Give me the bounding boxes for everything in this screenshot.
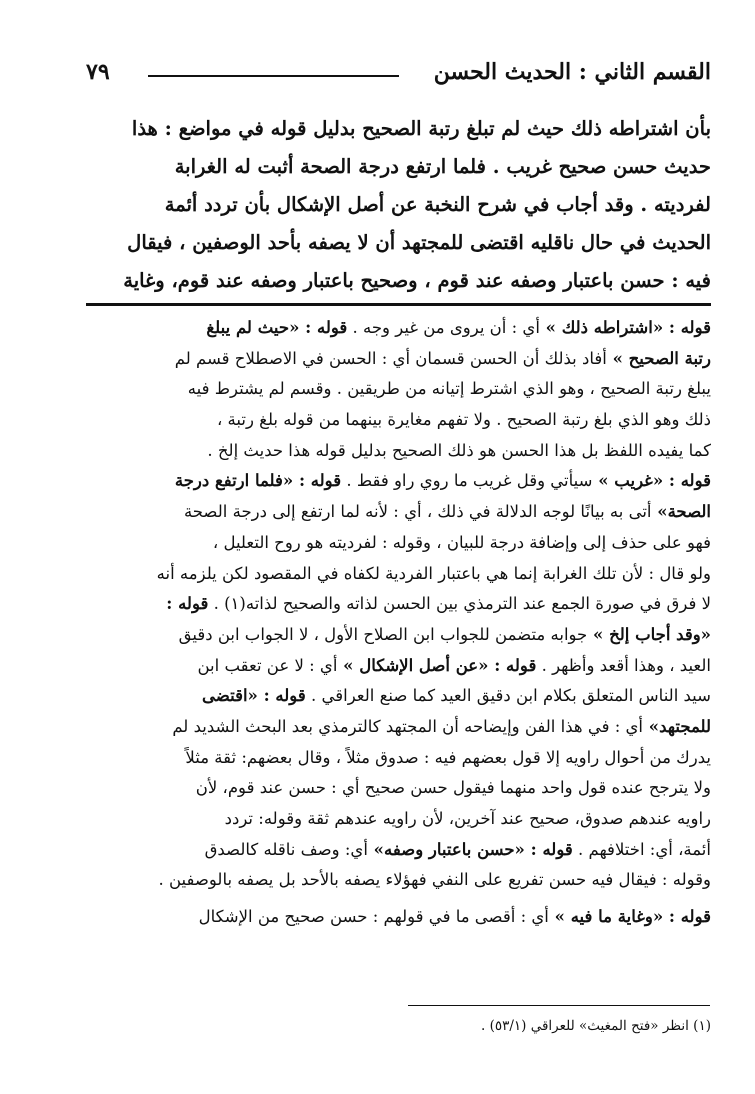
commentary-keyword: قوله : «حسن باعتبار وصفه»	[367, 839, 573, 859]
header-rule	[148, 75, 399, 77]
commentary-text: جوابه متضمن للجواب ابن الصلاح الأول ، لا الجواب ابن دقيق	[178, 624, 588, 644]
commentary-keyword: قوله : «عن أصل الإشكال »	[337, 655, 537, 675]
commentary-keyword: قوله : «اقتضى	[202, 686, 306, 706]
commentary-line	[86, 466, 711, 497]
commentary-line	[86, 773, 711, 804]
commentary-keyword: قوله : «وغاية ما فيه »	[548, 907, 711, 927]
commentary-keyword: قوله : «اشتراطه ذلك »	[539, 318, 711, 337]
commentary-text: أفاد بذلك أن الحسن قسمان أي : الحسن في الاصطلاح قسم لم	[174, 348, 607, 368]
commentary-text: ولا يترجح عنده قول واحد منهما فيقول حسن صحيح أي : حسن عند قوم، لأن	[195, 778, 711, 798]
commentary-line	[86, 528, 711, 559]
commentary-keyword: قوله :	[166, 594, 209, 614]
commentary-text: أي: وصف ناقله كالصدق	[204, 839, 368, 859]
main-text-line: لفرديته . وقد أجاب في شرح النخبة عن أصل الإشكال بأن تردد أئمة	[164, 193, 711, 216]
commentary-line	[86, 743, 711, 774]
commentary-text: راويه عندهم صدوق، صحيح عند آخرين، لأن راويه عندهم ثقة وقوله: تردد	[224, 809, 711, 828]
commentary-text: لا فرق في صورة الجمع عند الترمذي بين الحسن لذاته والصحيح لذاته(١) .	[208, 594, 711, 614]
section-separator	[86, 303, 711, 306]
commentary-text: أتى به بيانًا لوجه الدلالة في ذلك ، أي : لأنه لما ارتفع إلى درجة الصحة	[183, 502, 652, 522]
commentary-line	[86, 313, 711, 344]
commentary-text: أي : أقصى ما في قولهم : حسن صحيح من الإشكال	[198, 907, 549, 927]
commentary-line	[86, 804, 711, 835]
commentary-line	[86, 651, 711, 682]
commentary-line	[86, 405, 711, 436]
commentary-line	[86, 559, 711, 590]
commentary-text: أي : في هذا الفن وإيضاحه أن المجتهد كالترمذي بعد البحث الشديد لم	[172, 716, 644, 736]
commentary-keyword: للمجتهد»	[643, 716, 711, 736]
commentary-text: يدرك من أحوال راويه إلا قول بعضهم فيه : صدوق مثلاً ، وقال بعضهم: ثقة مثلاً	[185, 747, 711, 767]
commentary-text: سيد الناس المتعلق بكلام ابن دقيق العيد كما صنع العراقي .	[305, 686, 711, 706]
commentary-line	[86, 712, 711, 743]
footnote: (١) انظر «فتح المغيث» للعراقي (٥٣/١) .	[480, 1018, 711, 1034]
page-number: ٧٩	[86, 59, 110, 85]
commentary-text: ولو قال : لأن تلك الغرابة إنما هي باعتبار الفردية لكفاه في المقصود لكن يلزمه أنه	[156, 563, 711, 583]
commentary-line	[86, 436, 711, 467]
commentary-line	[86, 902, 711, 933]
commentary-text: أئمة، أي: اختلافهم .	[572, 839, 711, 859]
commentary-keyword: الصحة»	[651, 502, 711, 522]
commentary-keyword: قوله : «حيث لم يبلغ	[206, 318, 348, 337]
commentary-text: وقوله : فيقال فيه حسن تفريع على النفي فهؤلاء يصفه بالأحد بل يصفه بالوصفين .	[158, 870, 711, 890]
commentary-keyword: رتبة الصحيح »	[606, 348, 711, 368]
commentary-line	[86, 835, 711, 866]
commentary-line	[86, 374, 711, 405]
main-text-line: بأن اشتراطه ذلك حيث لم تبلغ رتبة الصحيح بدليل قوله في مواضع : هذا	[131, 117, 711, 140]
commentary-text: أي : لا عن تعقب ابن	[197, 655, 338, 675]
commentary	[86, 313, 711, 933]
commentary-line	[86, 589, 711, 620]
page-header	[86, 55, 711, 95]
footnote-rule	[408, 1005, 710, 1006]
commentary-line	[86, 497, 711, 528]
running-title: القسم الثاني : الحديث الحسن	[433, 59, 711, 85]
main-text-line: فيه : حسن باعتبار وصفه عند قوم ، وصحيح باعتبار وصفه عند قوم، وغاية	[123, 269, 711, 292]
commentary-text: يبلغ رتبة الصحيح ، وهو الذي اشترط إتيانه من طريقين . وقسم لم يشترط فيه	[187, 379, 711, 399]
commentary-line	[86, 344, 711, 375]
commentary-text: العيد ، وهذا أقعد وأظهر .	[536, 655, 711, 675]
commentary-text: سيأتي وقل غريب ما روي راو فقط .	[341, 471, 593, 491]
main-text-line: الحديث في حال ناقليه اقتضى للمجتهد أن لا يصفه بأحد الوصفين ، فيقال	[127, 231, 711, 254]
commentary-line	[86, 865, 711, 896]
commentary-keyword: قوله : «فلما ارتفع درجة	[174, 471, 342, 491]
main-text	[86, 110, 711, 300]
main-text-line: حديث حسن صحيح غريب . فلما ارتفع درجة الصحة أثبت له الغرابة	[174, 155, 711, 178]
commentary-text: أي : أن يروى من غير وجه .	[347, 318, 540, 337]
commentary-line	[86, 620, 711, 651]
commentary-line	[86, 681, 711, 712]
commentary-text: ذلك وهو الذي بلغ رتبة الصحيح . ولا تفهم مغايرة بينهما من قوله بلغ رتبة ،	[216, 410, 711, 430]
commentary-keyword: «وقد أجاب إلخ »	[587, 624, 711, 644]
commentary-text: كما يفيده اللفظ بل هذا الحسن هو ذلك الصحيح بدليل قوله هذا حديث إلخ .	[207, 440, 711, 460]
commentary-keyword: قوله : «غريب »	[592, 471, 711, 491]
commentary-text: فهو على حذف إلى وإضافة درجة للبيان ، وقوله : لفرديته هو روح التعليل ،	[212, 532, 711, 552]
